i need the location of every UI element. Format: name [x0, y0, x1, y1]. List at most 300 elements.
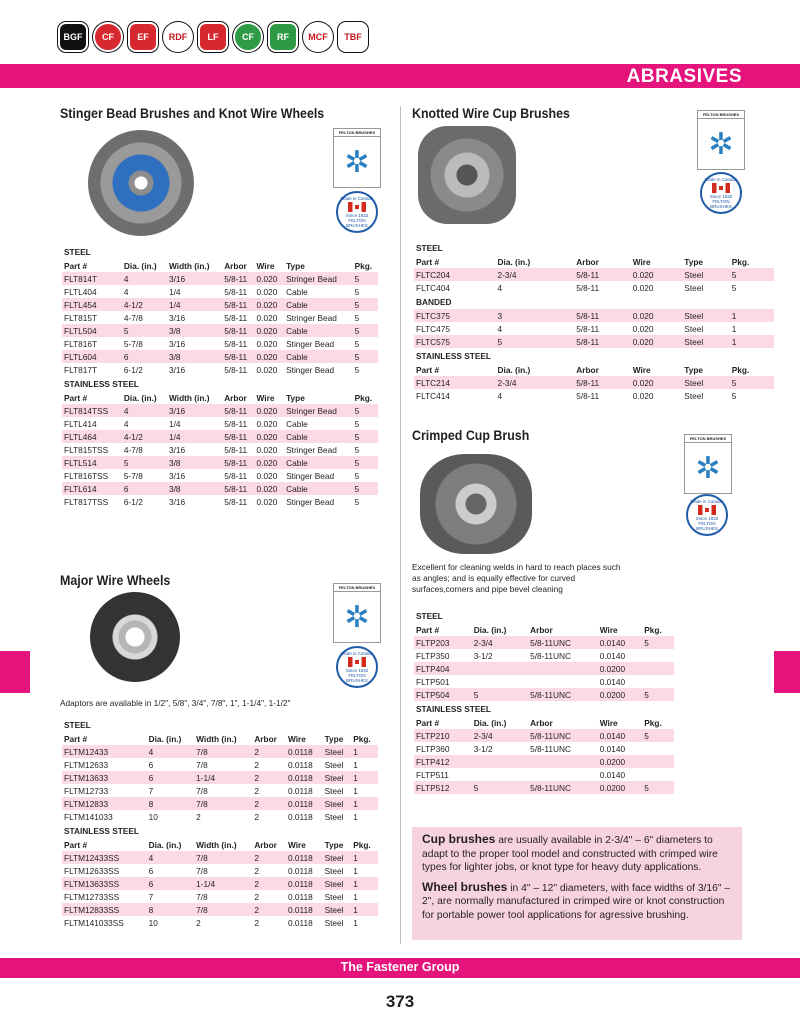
table-cell: Arbor — [576, 364, 599, 375]
table-cell: 5/8-11UNC — [528, 636, 598, 649]
table-row — [62, 890, 378, 903]
table-cell: 0.0140 — [598, 729, 642, 742]
table-row — [414, 268, 774, 281]
table-cell: 3-1/2 — [473, 650, 493, 661]
table-cell: Part # — [64, 733, 88, 744]
table-cell: 5/8-11UNC — [530, 650, 571, 661]
brand-logo: EF — [128, 22, 158, 52]
table-cell: 7/8 — [194, 797, 252, 810]
table-cell: 4 — [497, 323, 503, 334]
table-cell — [642, 768, 674, 781]
table-row — [62, 784, 378, 797]
table-cell: Type — [684, 364, 704, 375]
table-cell: Steel — [323, 771, 352, 784]
major-title: Major Wire Wheels — [60, 573, 171, 588]
table-cell: Stringer Bead — [284, 272, 352, 285]
table-cell: 4 — [122, 404, 167, 417]
section-label-row — [414, 240, 774, 255]
table-header-row — [62, 391, 378, 404]
table-cell: 5/8-11 — [222, 482, 254, 495]
table-cell: 1 — [351, 877, 378, 890]
table-cell: 2-3/4 — [472, 729, 528, 742]
table-cell: Wire — [256, 260, 275, 271]
table-row — [414, 376, 774, 389]
table-cell: 0.020 — [255, 456, 285, 469]
table-cell: 2 — [252, 851, 286, 864]
table-cell: FLT817T — [64, 364, 98, 375]
table-cell: 1 — [351, 851, 378, 864]
table-cell: 5 — [353, 298, 378, 311]
table-cell: 5 — [731, 390, 737, 401]
table-row — [62, 877, 378, 890]
table-cell: Pkg. — [354, 392, 373, 403]
table-row — [414, 389, 774, 402]
table-cell: 2 — [196, 811, 201, 822]
table-cell: 0.020 — [255, 482, 285, 495]
section-label-row — [62, 717, 378, 732]
table-cell: 0.020 — [256, 496, 278, 507]
brand-logo: RDF — [163, 22, 193, 52]
table-cell: Type — [324, 733, 344, 744]
info-box — [412, 827, 742, 940]
table-cell: Stringer Bead — [286, 444, 337, 455]
table-cell: 1 — [351, 771, 378, 784]
table-cell: Width (in.) — [196, 733, 237, 744]
table-cell: 0.020 — [256, 286, 278, 297]
table-cell: Cable — [284, 350, 352, 363]
table-cell: 6 — [122, 350, 167, 363]
table-cell: FLTL464 — [62, 430, 122, 443]
table-row — [62, 745, 378, 758]
table-cell: 2 — [254, 785, 259, 796]
table-cell: 5/8-11UNC — [528, 729, 598, 742]
table-cell: FLTP350 — [416, 650, 450, 661]
table-cell: 1 — [351, 745, 378, 758]
table-cell: 5/8-11 — [222, 430, 254, 443]
table-cell: Steel — [324, 865, 344, 876]
table-cell: 0.0200 — [598, 781, 642, 794]
table-cell: FLTC575 — [414, 335, 496, 348]
table-cell: Arbor — [224, 392, 247, 403]
table-cell: FLTL404 — [64, 286, 97, 297]
table-row — [62, 771, 378, 784]
table-row — [414, 729, 674, 742]
table-cell: Steel — [324, 785, 344, 796]
table-cell: Stinger Bead — [286, 470, 335, 481]
major-table — [62, 717, 378, 929]
table-cell: 5/8-11 — [574, 376, 630, 389]
table-cell: 7 — [148, 785, 154, 796]
table-cell: 0.020 — [255, 324, 285, 337]
table-cell — [472, 755, 528, 768]
felton-brushes-logo: FELTON BRUSHES ✲ — [333, 583, 381, 643]
table-row — [62, 864, 378, 877]
table-cell: 0.0140 — [599, 676, 626, 687]
section-label: STAINLESS STEEL — [64, 825, 139, 836]
table-cell: 1-1/4 — [194, 771, 252, 784]
table-cell: 0.0118 — [286, 771, 323, 784]
table-cell: Stringer Bead — [284, 404, 352, 417]
table-cell: 6 — [122, 482, 167, 495]
table-cell: FLTC375 — [414, 309, 496, 322]
table-cell: Part # — [416, 364, 440, 375]
table-cell: 3/16 — [169, 470, 186, 481]
table-row — [62, 495, 378, 508]
table-row — [62, 810, 378, 823]
table-cell: Steel — [684, 390, 704, 401]
table-row — [414, 281, 774, 294]
table-cell: FLTP203 — [414, 636, 472, 649]
table-cell: 0.020 — [631, 268, 683, 281]
table-cell: Steel — [682, 309, 729, 322]
table-cell: 7/8 — [196, 785, 208, 796]
table-cell: 3-1/2 — [473, 743, 493, 754]
table-cell: 5 — [353, 350, 378, 363]
table-cell: FLT816T — [64, 338, 98, 349]
table-cell: 5/8-11UNC — [528, 781, 598, 794]
brand-logo-strip — [58, 22, 368, 58]
table-cell: 0.020 — [255, 404, 285, 417]
table-cell — [528, 662, 598, 675]
table-cell: 3/16 — [169, 496, 186, 507]
table-cell: 2-3/4 — [496, 268, 575, 281]
table-cell: FLTC404 — [416, 282, 450, 293]
table-cell: 5 — [730, 376, 774, 389]
table-cell: Type — [684, 256, 704, 267]
table-cell — [642, 742, 674, 755]
table-cell: Arbor — [254, 733, 277, 744]
table-cell: Steel — [682, 376, 729, 389]
table-row — [62, 350, 378, 363]
table-cell: 3/8 — [167, 350, 222, 363]
stringer-bead-brush-photo — [88, 130, 194, 236]
table-row — [414, 768, 674, 781]
table-cell: 4 — [123, 418, 129, 429]
table-cell: 5 — [354, 496, 360, 507]
table-row — [414, 781, 674, 794]
table-cell: Width (in.) — [169, 392, 210, 403]
table-row — [62, 272, 378, 285]
table-cell: 0.0118 — [287, 865, 313, 876]
table-row — [62, 797, 378, 810]
table-cell: 0.0200 — [598, 688, 642, 701]
table-cell: Pkg. — [731, 364, 750, 375]
section-label: STAINLESS STEEL — [416, 703, 491, 714]
table-cell: 10 — [148, 917, 158, 928]
stinger-table — [62, 244, 378, 508]
table-cell: FLTM141033 — [64, 811, 113, 822]
side-tab-left — [0, 651, 30, 693]
table-cell: Dia. (in.) — [123, 392, 157, 403]
table-cell: FLT814TSS — [62, 404, 122, 417]
table-cell: FLTL454 — [62, 298, 122, 311]
table-cell: 1 — [351, 797, 378, 810]
table-cell: 5/8-11 — [574, 268, 630, 281]
wheel-brushes-lead: Wheel brushes — [422, 879, 508, 894]
table-cell: Pkg. — [353, 733, 371, 744]
table-row — [414, 309, 774, 322]
table-cell — [472, 675, 528, 688]
felton-brushes-logo: FELTON BRUSHES ✲ — [697, 110, 745, 170]
table-cell: 1 — [353, 811, 358, 822]
table-cell: 0.020 — [255, 430, 285, 443]
table-cell: Steel — [324, 811, 344, 822]
table-cell: FLT815TSS — [64, 444, 109, 455]
brand-logo: MCF — [303, 22, 333, 52]
table-cell: 3/16 — [169, 338, 186, 349]
table-cell: FLTP504 — [414, 688, 472, 701]
crimped-cup-brush-photo — [420, 454, 532, 554]
table-cell: 4-7/8 — [123, 312, 143, 323]
table-cell: 8 — [147, 903, 195, 916]
table-cell: 0.020 — [256, 364, 278, 375]
table-cell: FLTM12833 — [62, 797, 147, 810]
table-cell: Stinger Bead — [286, 496, 335, 507]
table-cell: FLTM13633 — [62, 771, 147, 784]
table-cell: Type — [286, 392, 305, 403]
crimped-table — [414, 608, 674, 794]
table-cell: Wire — [287, 733, 306, 744]
section-label-row — [414, 608, 674, 623]
table-cell: FLTM12733 — [64, 785, 109, 796]
section-label-row — [62, 376, 378, 391]
table-cell: FLTP511 — [416, 769, 449, 780]
table-cell: Cable — [284, 430, 352, 443]
table-cell: 0.0140 — [599, 650, 626, 661]
table-cell — [642, 755, 674, 768]
table-row — [62, 482, 378, 495]
table-cell: 6 — [148, 759, 154, 770]
table-cell: Dia. (in.) — [148, 839, 182, 850]
table-cell: 1 — [353, 917, 358, 928]
table-cell: 5 — [353, 272, 378, 285]
table-cell: 5 — [353, 324, 378, 337]
table-cell: 5/8-11 — [576, 282, 600, 293]
table-row — [414, 636, 674, 649]
table-cell: 0.0200 — [598, 662, 642, 675]
table-cell: 0.020 — [632, 323, 654, 334]
table-cell: 4-7/8 — [123, 444, 143, 455]
table-cell: Steel — [323, 851, 352, 864]
table-row — [62, 404, 378, 417]
table-cell: Cable — [286, 286, 308, 297]
table-header-row — [414, 716, 674, 729]
table-cell — [528, 675, 598, 688]
table-cell: 0.020 — [256, 338, 278, 349]
table-cell: Stringer Bead — [286, 312, 337, 323]
made-in-canada-seal: Made in Canada Since 1932 FELTON BRUSHES — [700, 172, 742, 214]
section-title: ABRASIVES — [626, 66, 742, 87]
table-cell: 0.020 — [632, 282, 654, 293]
table-cell: 5 — [354, 444, 360, 455]
table-row — [62, 311, 378, 324]
brand-logo: CF — [93, 22, 123, 52]
section-label: STEEL — [416, 610, 443, 621]
table-cell: 0.0118 — [287, 785, 313, 796]
table-cell: 0.0200 — [598, 755, 642, 768]
brand-logo: TBF — [338, 22, 368, 52]
column-divider — [400, 106, 401, 944]
table-cell: FLTP360 — [416, 743, 450, 754]
table-cell: 5/8-11 — [224, 444, 248, 455]
table-cell: Stinger Bead — [286, 364, 335, 375]
section-label: BANDED — [416, 296, 452, 307]
table-cell: 7/8 — [196, 891, 208, 902]
table-cell: 5 — [353, 404, 378, 417]
brand-logo: RF — [268, 22, 298, 52]
table-cell: Dia. (in.) — [473, 717, 507, 728]
table-cell: Width (in.) — [196, 839, 237, 850]
table-cell: Steel — [324, 891, 344, 902]
table-header-row — [414, 363, 774, 376]
table-cell: FLTM12633 — [64, 759, 109, 770]
table-cell: FLTM12433 — [62, 745, 147, 758]
table-cell: 0.020 — [256, 470, 278, 481]
table-cell: 4-1/2 — [122, 430, 167, 443]
section-label: STEEL — [64, 246, 91, 257]
table-cell: 0.0118 — [286, 797, 323, 810]
table-cell: Part # — [416, 717, 440, 728]
table-cell: 5 — [472, 688, 528, 701]
table-cell: FLTL614 — [62, 482, 122, 495]
table-cell: 5-7/8 — [123, 470, 143, 481]
table-cell: 7/8 — [196, 865, 208, 876]
section-label: STEEL — [416, 242, 443, 253]
table-cell: Wire — [599, 624, 618, 635]
table-cell: Dia. (in.) — [497, 256, 531, 267]
table-cell: 0.0118 — [287, 891, 313, 902]
table-cell: 6 — [147, 877, 195, 890]
table-cell: Width (in.) — [169, 260, 210, 271]
table-cell: 0.0118 — [286, 851, 323, 864]
table-cell: FLTM12433SS — [62, 851, 147, 864]
cup-brushes-lead: Cup brushes — [422, 832, 496, 846]
table-cell: 5 — [353, 430, 378, 443]
table-cell: 5 — [353, 482, 378, 495]
table-cell: Part # — [64, 392, 88, 403]
table-cell: Pkg. — [354, 260, 373, 271]
table-cell: Dia. (in.) — [497, 364, 531, 375]
knotted-table — [414, 240, 774, 402]
brand-logo: LF — [198, 22, 228, 52]
table-cell: FLTC214 — [414, 376, 496, 389]
table-cell: 4-1/2 — [122, 298, 167, 311]
table-cell — [472, 662, 528, 675]
table-cell: 5 — [642, 729, 674, 742]
table-cell: 0.020 — [631, 376, 683, 389]
table-cell: Wire — [256, 392, 275, 403]
table-cell: 0.020 — [255, 298, 285, 311]
table-cell: Steel — [684, 323, 704, 334]
table-cell: 6-1/2 — [123, 496, 143, 507]
table-cell: Wire — [287, 839, 306, 850]
felton-brushes-logo: FELTON BRUSHES ✲ — [333, 128, 381, 188]
table-cell: FLT817TSS — [64, 496, 109, 507]
table-cell — [472, 768, 528, 781]
table-row — [62, 337, 378, 350]
table-cell: 1/4 — [169, 286, 181, 297]
table-cell: 10 — [148, 811, 158, 822]
table-cell: 7/8 — [194, 745, 252, 758]
table-cell: 1/4 — [169, 418, 181, 429]
table-cell: 1 — [353, 891, 358, 902]
table-row — [62, 430, 378, 443]
cup-brushes-text: are usually available in 2-3/4" – 6" diameters to adapt to the proper tool model and constructed with crimped wire types for lighter jobs, or knot type for heavy duty applications. — [422, 835, 718, 873]
header-bar — [0, 64, 800, 88]
table-cell: 5/8-11 — [222, 350, 254, 363]
table-cell: Steel — [324, 917, 344, 928]
table-row — [62, 363, 378, 376]
table-row — [62, 469, 378, 482]
table-row — [62, 916, 378, 929]
table-cell: FLT816TSS — [64, 470, 109, 481]
table-row — [62, 298, 378, 311]
table-cell: FLT814T — [62, 272, 122, 285]
table-cell: 1-1/4 — [194, 877, 252, 890]
table-cell: Steel — [323, 903, 352, 916]
table-cell: Stinger Bead — [286, 338, 335, 349]
table-cell: 0.020 — [255, 350, 285, 363]
table-cell: 0.0140 — [598, 636, 642, 649]
table-cell: Pkg. — [353, 839, 371, 850]
table-cell: 2-3/4 — [472, 636, 528, 649]
table-cell: 5 — [496, 335, 575, 348]
table-row — [62, 417, 378, 430]
table-cell: Part # — [416, 256, 440, 267]
table-cell: Wire — [632, 364, 651, 375]
table-cell: 1 — [351, 903, 378, 916]
table-cell — [528, 755, 598, 768]
table-row — [414, 322, 774, 335]
table-cell: 0.0118 — [287, 811, 313, 822]
table-row — [62, 758, 378, 771]
table-cell: 5/8-11 — [224, 312, 248, 323]
table-cell: 1/4 — [167, 430, 222, 443]
table-cell: FLTM12833SS — [62, 903, 147, 916]
table-cell: Dia. (in.) — [473, 624, 507, 635]
table-cell: 5 — [122, 324, 167, 337]
side-tab-right — [774, 651, 800, 693]
table-cell: 5/8-11 — [224, 286, 248, 297]
page-number: 373 — [385, 992, 415, 1011]
table-cell: 5 — [354, 470, 360, 481]
table-cell: 3/16 — [169, 312, 186, 323]
wheel-brushes-text: in 4" – 12" diameters, with face widths of 3/16" – 2", are normally manufactured in crimped wire or knot construction for portable power tool applications for agressive brushing. — [422, 882, 731, 921]
table-row — [62, 456, 378, 469]
table-cell: 3/16 — [167, 404, 222, 417]
table-cell: Dia. (in.) — [148, 733, 182, 744]
table-cell: 4 — [147, 745, 195, 758]
table-cell: 2 — [254, 759, 259, 770]
section-label: STAINLESS STEEL — [416, 350, 491, 361]
table-cell: 3/8 — [167, 324, 222, 337]
table-row — [414, 662, 674, 675]
table-cell — [642, 649, 674, 662]
table-cell: 1 — [730, 309, 774, 322]
table-cell: 5/8-11UNC — [528, 688, 598, 701]
table-cell: 4 — [123, 286, 129, 297]
table-cell: Steel — [323, 797, 352, 810]
table-cell: 2 — [196, 917, 201, 928]
section-label-row — [62, 823, 378, 838]
table-cell: FLTL604 — [62, 350, 122, 363]
table-cell: Arbor — [254, 839, 277, 850]
table-row — [414, 742, 674, 755]
table-cell: 5 — [354, 338, 360, 349]
table-cell: 2 — [252, 771, 286, 784]
table-row — [414, 688, 674, 701]
table-cell: Steel — [324, 759, 344, 770]
